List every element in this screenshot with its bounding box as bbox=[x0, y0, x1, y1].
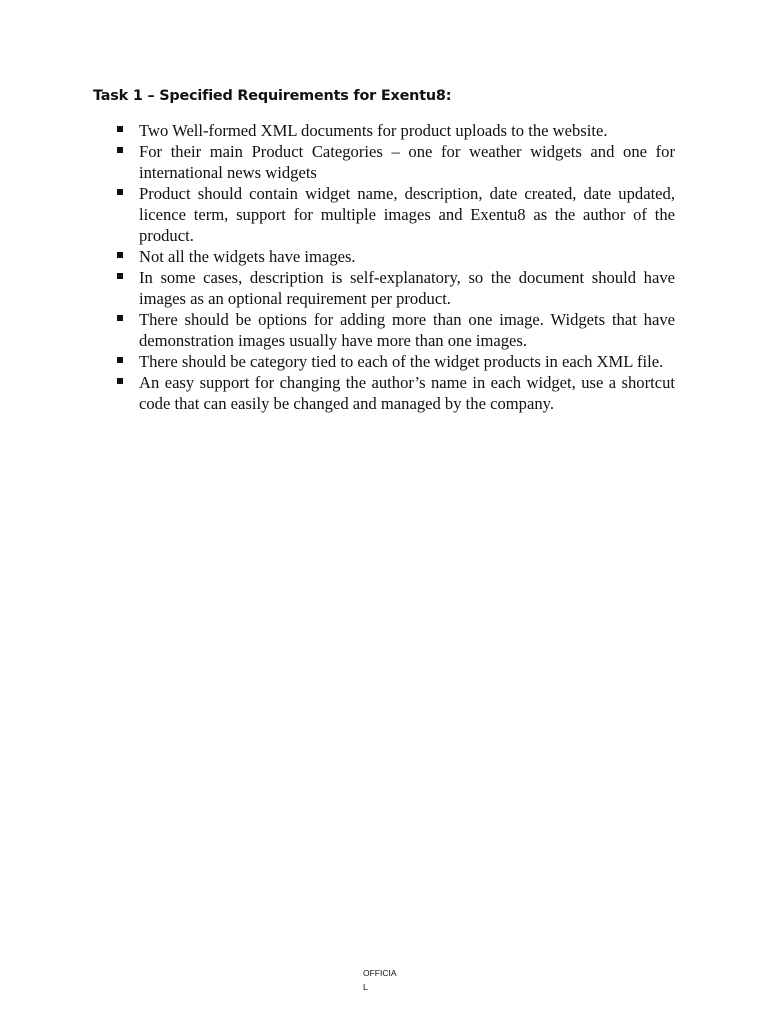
classification-footer bbox=[363, 966, 397, 994]
document-heading: Task 1 – Specified Requirements for Exentu8: bbox=[93, 88, 452, 104]
requirement-item bbox=[139, 309, 675, 351]
square-bullet-icon bbox=[117, 147, 123, 153]
requirement-item bbox=[139, 351, 675, 372]
requirement-text: Not all the widgets have images. bbox=[139, 247, 356, 266]
requirement-text: An easy support for changing the author’s name in each widget, use a shortcut code that can easily be changed and managed by the company. bbox=[139, 373, 675, 413]
requirement-text: There should be category tied to each of the widget products in each XML file. bbox=[139, 352, 664, 371]
requirement-item bbox=[139, 141, 675, 183]
square-bullet-icon bbox=[117, 126, 123, 132]
requirement-item bbox=[139, 183, 675, 246]
requirement-item bbox=[139, 267, 675, 309]
requirement-text: Product should contain widget name, description, date created, date updated, licence term, support for multiple images and Exentu8 as the author of the product. bbox=[139, 184, 675, 245]
square-bullet-icon bbox=[117, 252, 123, 258]
requirement-text: In some cases, description is self-explanatory, so the document should have images as an optional requirement per product. bbox=[139, 268, 675, 308]
requirement-item bbox=[139, 120, 675, 141]
footer-line-1: OFFICIA bbox=[363, 968, 397, 978]
square-bullet-icon bbox=[117, 315, 123, 321]
requirement-text: For their main Product Categories – one for weather widgets and one for international news widgets bbox=[139, 142, 675, 182]
requirement-item bbox=[139, 372, 675, 414]
square-bullet-icon bbox=[117, 189, 123, 195]
square-bullet-icon bbox=[117, 273, 123, 279]
requirement-text: There should be options for adding more than one image. Widgets that have demonstration images usually have more than one images. bbox=[139, 310, 675, 350]
square-bullet-icon bbox=[117, 357, 123, 363]
requirements-list bbox=[139, 120, 675, 414]
square-bullet-icon bbox=[117, 378, 123, 384]
requirement-text: Two Well-formed XML documents for product uploads to the website. bbox=[139, 121, 608, 140]
footer-line-2: L bbox=[363, 982, 368, 992]
requirement-item bbox=[139, 246, 675, 267]
